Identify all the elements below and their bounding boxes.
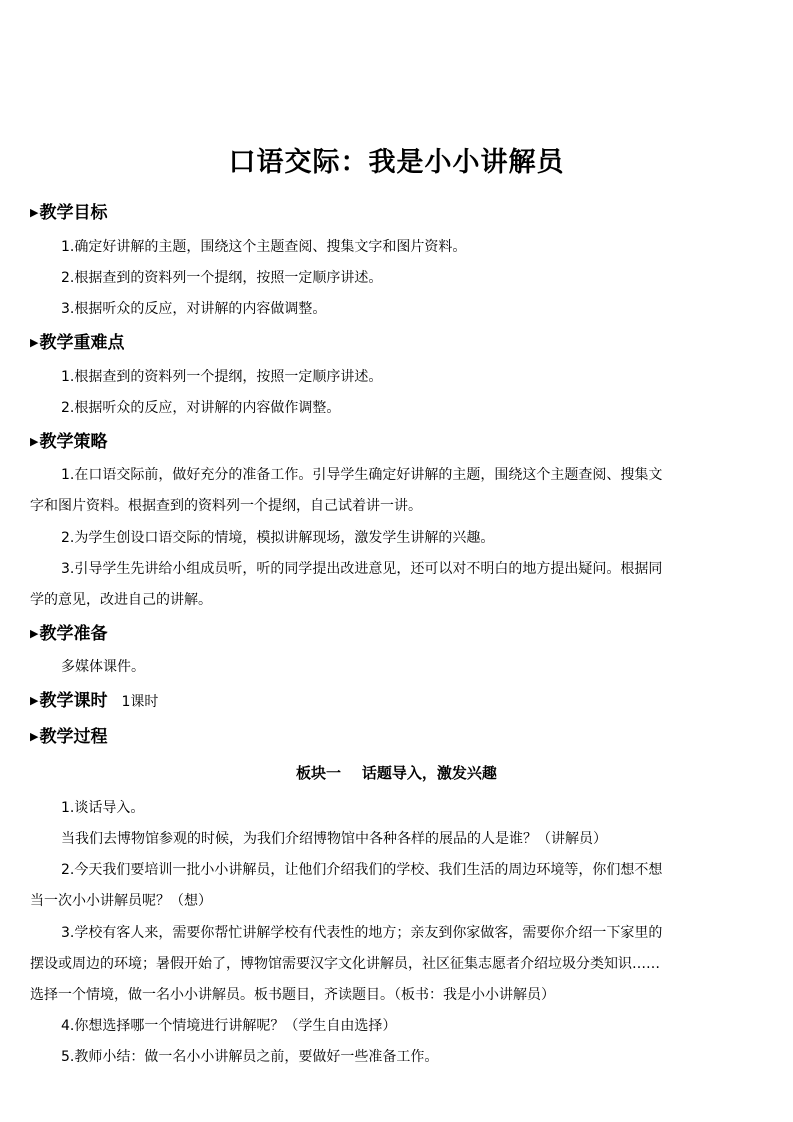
process-line: 4.你想选择哪一个情境进行讲解呢？（学生自由选择）: [61, 1018, 397, 1034]
triangle-bullet-icon: ▶: [30, 336, 39, 349]
process-line: 摆设或周边的环境；暑假开始了，博物馆需要汉字文化讲解员，社区征集志愿者介绍垃圾分类知识……: [30, 956, 660, 972]
process-line: 1.谈话导入。: [61, 800, 145, 816]
heading-class-hours: [30, 688, 158, 715]
triangle-bullet-icon: ▶: [30, 694, 39, 707]
heading-text: 教学过程: [39, 727, 108, 747]
key-point-item: 2.根据听众的反应，对讲解的内容做作调整。: [61, 400, 341, 416]
heading-text: 教学重难点: [39, 333, 125, 353]
process-line: 当一次小小讲解员呢？（想）: [30, 893, 212, 909]
triangle-bullet-icon: ▶: [30, 627, 39, 640]
heading-teaching-strategy: [30, 429, 107, 455]
triangle-bullet-icon: ▶: [30, 435, 39, 448]
process-line: 2.今天我们要培训一批小小讲解员，让他们介绍我们的学校、我们生活的周边环境等，你们想不想: [61, 862, 663, 878]
strategy-line: 字和图片资料。根据查到的资料列一个提纲，自己试着讲一讲。: [30, 498, 422, 514]
goal-item: 2.根据查到的资料列一个提纲，按照一定顺序讲述。: [61, 270, 383, 286]
heading-text: 教学课时: [39, 691, 108, 711]
heading-teaching-preparation: [30, 621, 107, 647]
heading-key-points: [30, 330, 124, 356]
section-title: 板块一 话题导入，激发兴趣: [296, 764, 497, 782]
triangle-bullet-icon: ▶: [30, 730, 39, 743]
heading-text: 教学策略: [39, 432, 108, 452]
document-title: 口语交际：我是小小讲解员: [228, 147, 565, 178]
strategy-line: 学的意见，改进自己的讲解。: [30, 592, 212, 608]
strategy-line: 3.引导学生先讲给小组成员听，听的同学提出改进意见，还可以对不明白的地方提出疑问。根据同: [61, 561, 663, 577]
heading-text: 教学目标: [39, 203, 108, 223]
strategy-line: 2.为学生创设口语交际的情境，模拟讲解现场，激发学生讲解的兴趣。: [61, 530, 495, 546]
process-line: 5.教师小结：做一名小小讲解员之前，要做好一些准备工作。: [61, 1049, 439, 1065]
key-point-item: 1.根据查到的资料列一个提纲，按照一定顺序讲述。: [61, 369, 383, 385]
heading-teaching-process: [30, 724, 107, 750]
process-line: 3.学校有客人来，需要你帮忙讲解学校有代表性的地方；亲友到你家做客，需要你介绍一下家里的: [61, 925, 663, 941]
process-line: 选择一个情境，做一名小小讲解员。板书题目，齐读题目。（板书：我是小小讲解员）: [30, 987, 555, 1003]
goal-item: 1.确定好讲解的主题，围绕这个主题查阅、搜集文字和图片资料。: [61, 239, 467, 255]
preparation-text: 多媒体课件。: [61, 659, 145, 675]
goal-item: 3.根据听众的反应，对讲解的内容做调整。: [61, 301, 327, 317]
heading-text: 教学准备: [39, 624, 108, 644]
strategy-line: 1.在口语交际前，做好充分的准备工作。引导学生确定好讲解的主题，围绕这个主题查阅、搜集文: [61, 467, 663, 483]
heading-teaching-goals: [30, 200, 107, 226]
process-line: 当我们去博物馆参观的时候，为我们介绍博物馆中各种各样的展品的人是谁？（讲解员）: [61, 831, 607, 847]
triangle-bullet-icon: ▶: [30, 206, 39, 219]
class-hours-value: 1课时: [121, 694, 159, 710]
